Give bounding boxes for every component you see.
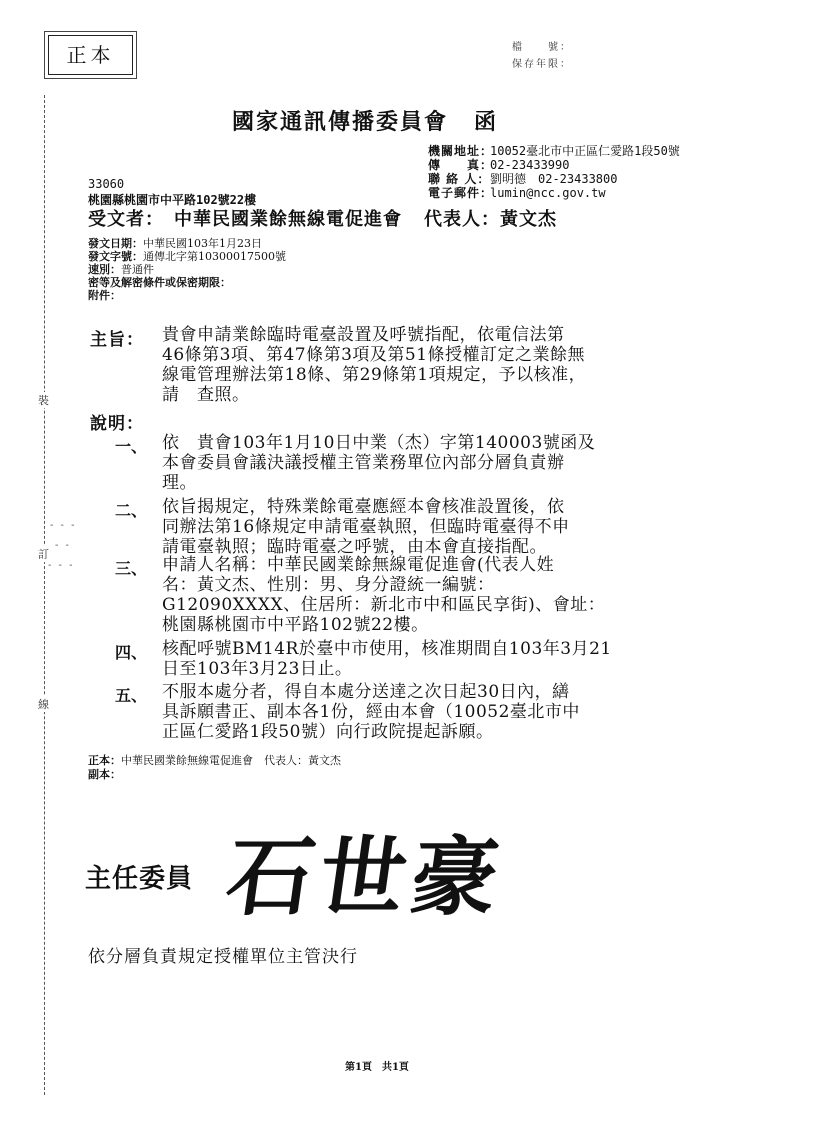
recipient-line xyxy=(88,205,557,231)
signatory-title: 主任委員 xyxy=(85,864,194,894)
binding-mark-bind: 裝 xyxy=(38,394,49,407)
original-copy-stamp: 正本 xyxy=(48,35,133,75)
signature: 石世豪 xyxy=(220,828,511,928)
document-title xyxy=(232,105,498,136)
item-line: 核配呼號BM14R於臺中市使用，核准期間自103年3月21 xyxy=(162,639,612,659)
page-number: 第1頁 共1頁 xyxy=(345,1062,409,1073)
explanation-item xyxy=(162,497,570,557)
item-line: 申請人名稱：中華民國業餘無線電促進會(代表人姓 xyxy=(162,555,555,575)
item-line: 桃園縣桃園市中平路102號22樓。 xyxy=(162,615,429,635)
item-number: 一、 xyxy=(115,437,148,456)
contact-row: 電子郵件：lumin@ncc.gov.tw xyxy=(428,186,606,200)
document-type: 函 xyxy=(474,109,499,135)
meta-row: 發文日期：中華民國103年1月23日 xyxy=(88,237,262,250)
item-number: 五、 xyxy=(115,686,148,705)
subject-line: 線電管理辦法第18條、第29條第1項規定，予以核准， xyxy=(162,365,587,385)
subject-line: 46條第3項、第47條第3項及第51條授權訂定之業餘無 xyxy=(162,345,586,365)
retention-period-label: 保存年限： xyxy=(512,59,572,70)
explanation-item xyxy=(162,433,595,493)
copy-recipient: 副本： xyxy=(88,768,121,781)
original-recipient: 正本：中華民國業餘無線電促進會 代表人：黃文杰 xyxy=(88,754,341,767)
document-meta xyxy=(88,237,286,302)
item-number: 四、 xyxy=(115,643,148,662)
item-line: 日至103年3月23日止。 xyxy=(162,659,353,679)
margin-tick: - - xyxy=(55,540,71,551)
subject-text xyxy=(162,325,586,405)
item-line: 本會委員會議決議授權主管業務單位內部分層負責辦 xyxy=(162,453,565,473)
item-line: G12090XXXX、住居所：新北市中和區民享街)、會址： xyxy=(162,595,606,615)
item-line: 依 貴會103年1月10日中業（杰）字第140003號函及 xyxy=(162,433,596,453)
agency-name: 國家通訊傳播委員會 xyxy=(232,109,449,135)
item-line: 理。 xyxy=(162,473,197,493)
item-number: 三、 xyxy=(115,559,148,578)
item-line: 正區仁愛路1段50號）向行政院提起訴願。 xyxy=(162,722,494,742)
delegation-note: 依分層負責規定授權單位主管決行 xyxy=(88,947,358,967)
item-line: 具訴願書正、副本各1份，經由本會（10052臺北市中 xyxy=(162,702,580,722)
margin-tick: - - - xyxy=(50,520,77,531)
recipient-address: 桃園縣桃園市中平路102號22樓 xyxy=(88,193,257,207)
item-line: 名：黃文杰、性別：男、身分證統一編號： xyxy=(162,575,495,595)
meta-row: 發文字號：通傳北字第10300017500號 xyxy=(88,250,286,263)
subject-label: 主旨： xyxy=(90,330,144,350)
item-line: 同辦法第16條規定申請電臺執照，但臨時電臺得不申 xyxy=(162,517,570,537)
contact-row: 傳 真：02-23433990 xyxy=(428,158,570,172)
explanation-item xyxy=(162,639,612,679)
meta-row: 密等及解密條件或保密期限： xyxy=(88,276,231,289)
meta-row: 附件： xyxy=(88,289,121,302)
item-line: 依旨揭規定，特殊業餘電臺應經本會核准設置後，依 xyxy=(162,497,565,517)
subject-line: 請 查照。 xyxy=(162,385,250,405)
margin-tick: - - - xyxy=(48,560,75,571)
item-number: 二、 xyxy=(115,501,148,520)
recipient-postcode: 33060 xyxy=(88,177,125,191)
binding-mark-staple: 訂 xyxy=(38,548,49,561)
item-line: 不服本處分者，得自本處分送達之次日起30日內，繕 xyxy=(162,682,570,702)
contact-row: 聯 絡 人：劉明德 02-23433800 xyxy=(428,172,618,186)
item-line: 請電臺執照；臨時電臺之呼號，由本會直接指配。 xyxy=(162,537,547,557)
subject-line: 貴會申請業餘臨時電臺設置及呼號指配，依電信法第 xyxy=(162,325,565,345)
explanation-item xyxy=(162,682,580,742)
recipient-representative: 代表人：黃文杰 xyxy=(424,209,557,230)
contact-row: 機關地址：10052臺北市中正區仁愛路1段50號 xyxy=(428,144,680,158)
meta-row: 速別：普通件 xyxy=(88,263,154,276)
contact-block xyxy=(428,144,680,200)
file-number-label: 檔 號： xyxy=(512,42,572,53)
binding-mark-line: 線 xyxy=(38,698,49,711)
explanation-label: 說明： xyxy=(90,414,144,434)
explanation-item xyxy=(162,555,605,635)
binding-line xyxy=(44,95,45,1095)
recipient-name: 受文者： 中華民國業餘無線電促進會 xyxy=(88,209,402,230)
